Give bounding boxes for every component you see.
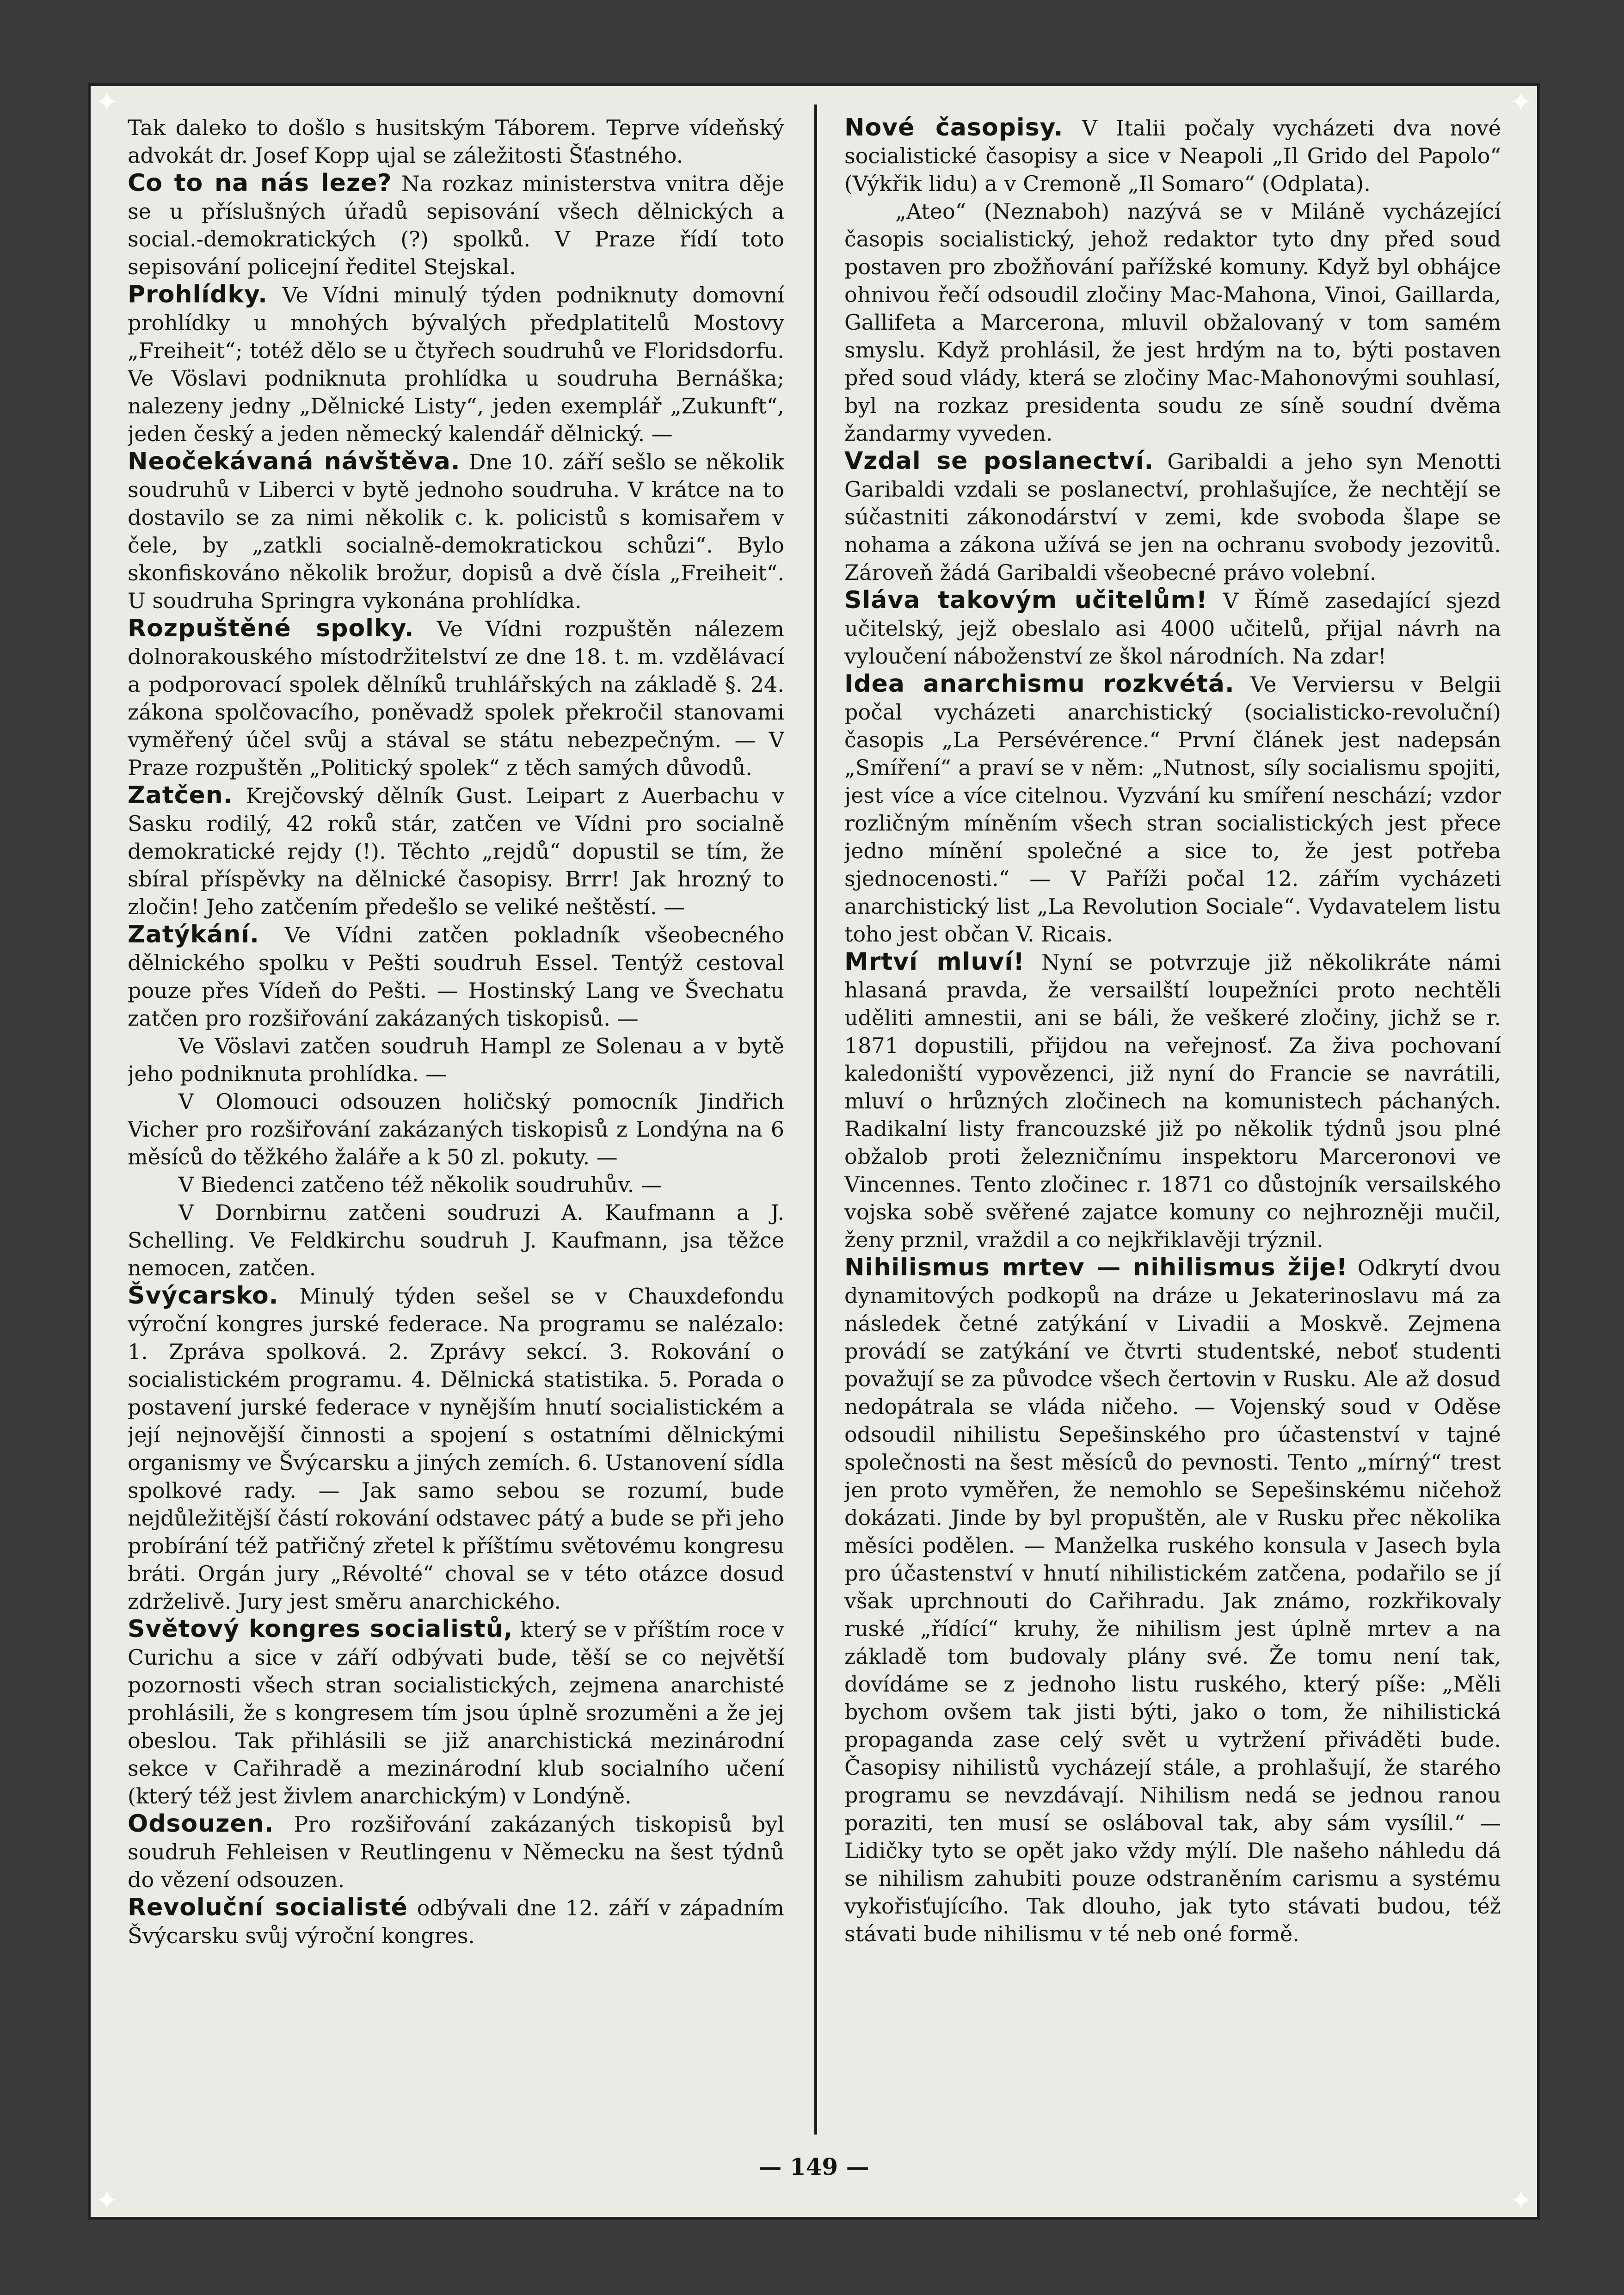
- corner-ornament-icon: ✦: [1509, 2184, 1533, 2217]
- article-paragraph: [128, 281, 784, 448]
- article-text: Ve Vídni rozpuštěn nálezem dolnorakouského místodržitelství ze dne 18. t. m. vzdělávací a podporovací spolek dělníků truhlářských na základě §. 24. zákona spolčovacího, poněvadž spolek překročil stanovami vyměřený účel svůj a stával se státu nebezpečným. — V Praze rozpuštěn „Politický spolek“ z těch samých důvodů.: [128, 616, 784, 780]
- article-paragraph: [128, 114, 784, 169]
- article-paragraph: [128, 1894, 784, 1950]
- right-column: [844, 114, 1501, 2148]
- article-heading: Mrtví mluví!: [844, 948, 1025, 976]
- article-paragraph: [128, 1032, 784, 1088]
- article-text: Ve Verviersu v Belgii počal vycházeti anarchistický (socialisticko-revoluční) časopis „La Persévérence.“ První článek jest nadepsán „Smíření“ a praví se v něm: „Nutnost, síly socialismu spojiti, jest více a více citelnou. Vyzvání ku smíření neschází; vzdor rozličným míněním všech stran socialistických jest přece jedno mínění společné a sice to, že jest potřeba sjednocenosti.“ — V Paříži počal 12. zářím vycházeti anarchistický list „La Revolution Sociale“. Vydavatelem listu toho jest občan V. Ricais.: [844, 672, 1501, 947]
- article-heading: Zatýkání.: [128, 921, 259, 948]
- article-heading: Rozpuštěné spolky.: [128, 615, 414, 642]
- corner-ornament-icon: ✦: [1509, 86, 1533, 118]
- article-paragraph: [128, 921, 784, 1032]
- article-paragraph: [128, 169, 784, 281]
- article-paragraph: [128, 1810, 784, 1894]
- article-text: odbývali dne 12. září v západním Švýcarsku svůj výroční kongres.: [128, 1895, 784, 1948]
- article-paragraph: [844, 114, 1501, 197]
- article-paragraph: [128, 1282, 784, 1615]
- article-paragraph: [844, 447, 1501, 586]
- article-heading: Idea anarchismu rozkvétá.: [844, 670, 1235, 698]
- article-paragraph: [844, 1254, 1501, 1948]
- article-text: V Biedenci zatčeno též několik soudruhův. —: [178, 1172, 662, 1197]
- article-text: který se v příštím roce v Curichu a sice v září odbývati bude, těší se co největší pozornosti všech stran socialistických, zejmena anarchisté prohlásili, že s kongresem tím jsou úplně srozuměni a že jej obeslou. Tak přihlásili se již anarchistická mezinárodní sekce v Cařihradě a mezinárodní klub socialního učení (který též jest živlem anarchickým) v Londýně.: [128, 1617, 784, 1809]
- article-paragraph: [128, 448, 784, 615]
- article-text: Pro rozšiřování zakázaných tiskopisů byl soudruh Fehleisen v Reutlingenu v Německu na šest týdnů do vězení odsouzen.: [128, 1812, 784, 1892]
- article-heading: Nové časopisy.: [844, 114, 1064, 142]
- article-paragraph: [128, 781, 784, 921]
- article-text: Tak daleko to došlo s husitským Táborem. Teprve vídeňský advokát dr. Josef Kopp ujal se záležitosti Šťastného.: [128, 115, 784, 168]
- article-text: Minulý týden sešel se v Chauxdefondu výroční kongres jurské federace. Na programu se nalézalo: 1. Zpráva spolková. 2. Zprávy sekcí. 3. Rokování o socialistickém programu. 4. Dělnická statistika. 5. Porada o postavení jurské federace v nynějším hnutí socialistickém a její nejnovější činnosti a spojení s ostatními dělnickými organismy ve Švýcarsku a jiných zemích. 6. Ustanovení sídla spolkové rady. — Jak samo sebou se rozumí, bude nejdůležitější částí rokování odstavec pátý a bude se při jeho probírání též patřičný zřetel k příštímu světovému kongresu bráti. Orgán jury „Révolté“ choval se v této otázce dosud zdrželivě. Jury jest směru anarchického.: [128, 1284, 784, 1614]
- article-paragraph: [844, 197, 1501, 447]
- article-text: Garibaldi a jeho syn Menotti Garibaldi vzdali se poslanectví, prohlašujíce, že nechtějí se súčastniti zákonodárství v zemi, kde svoboda šlape se nohama a zákona užívá se jen na ochranu svobody jezovitů. Zároveň žádá Garibaldi všeobecné právo volební.: [844, 449, 1501, 585]
- article-text: Na rozkaz ministerstva vnitra děje se u příslušných úřadů sepisování všech dělnických a social.-demokratických (?) spolků. V Praze řídí toto sepisování policejní ředitel Stejskal.: [128, 171, 784, 279]
- newspaper-page: [88, 83, 1540, 2220]
- article-heading: Světový kongres socialistů,: [128, 1615, 513, 1643]
- article-text: Krejčovský dělník Gust. Leipart z Auerbachu v Sasku rodilý, 42 roků stár, zatčen ve Vídni pro socialně demokratické rejdy (!). Těchto „rejdů“ dopustil se tím, že sbíral příspěvky na dělnické časopisy. Brrr! Jak hrozný to zločin! Jeho zatčením předešlo se veliké neštěstí. —: [128, 783, 784, 919]
- article-text: „Ateo“ (Neznaboh) nazývá se v Miláně vycházející časopis socialistický, jehož redaktor tyto dny před soud postaven pro zbožňování pařížské komuny. Když byl obhájce ohnivou řečí odsoudil zločiny Mac-Mahona, Vinoi, Gaillarda, Gallifeta a Marcerona, mluvil obžalovaný v tom samém smyslu. Když prohlásil, že jest hrdým na to, býti postaven před soud vlády, která se zločiny Mac-Mahonovými souhlasí, byl na rozkaz presidenta soudu ze síně soudní dvěma žandarmy vyveden.: [844, 199, 1501, 446]
- article-heading: Vzdal se poslanectví.: [844, 447, 1154, 475]
- article-paragraph: [844, 670, 1501, 948]
- article-text: V Olomouci odsouzen holičský pomocník Jindřich Vicher pro rozšiřování zakázaných tiskopisů z Londýna na 6 měsíců do těžkého žaláře a k 50 zl. pokuty. —: [128, 1089, 784, 1169]
- article-heading: Co to na nás leze?: [128, 169, 392, 197]
- article-paragraph: [844, 586, 1501, 670]
- article-text: Ve Vídni zatčen pokladník všeobecného dělnického spolku v Pešti soudruh Essel. Tentýž cestoval pouze přes Vídeň do Pešti. — Hostinský Lang ve Švechatu zatčen pro rozšiřování zakázaných tiskopisů. —: [128, 923, 784, 1031]
- article-paragraph: [844, 948, 1501, 1254]
- article-heading: Prohlídky.: [128, 281, 268, 308]
- article-heading: Sláva takovým učitelům!: [844, 586, 1208, 614]
- article-text: Ve Vöslavi zatčen soudruh Hampl ze Solenau a v bytě jeho podniknuta prohlídka. —: [128, 1034, 784, 1086]
- page-number: — 149 —: [758, 2153, 869, 2180]
- article-paragraph: [128, 1199, 784, 1282]
- article-heading: Švýcarsko.: [128, 1282, 279, 1310]
- article-heading: Zatčen.: [128, 781, 233, 809]
- article-heading: Odsouzen.: [128, 1810, 274, 1838]
- article-text: Dne 10. září sešlo se několik soudruhů v Liberci v bytě jednoho soudruha. V krátce na to dostavilo se za nimi několik c. k. policistů s komisařem v čele, by „zatkli socialně-demokratickou schůzi“. Bylo skonfiskováno několik brožur, dopisů a dvě čísla „Freiheit“. U soudruha Springra vykonána prohlídka.: [128, 449, 784, 613]
- article-text: Nyní se potvrzuje již několikráte námi hlasaná pravda, že versailští loupežníci proto nechtěli uděliti amnestii, ani se báli, že veškeré zločiny, jichž se r. 1871 dopustili, přijdou na veřejnosť. Za živa pochovaní kaledoniští vypovězenci, již nyní do Francie se navrátili, mluví o hrůzných zločinech na komunistech páchaných. Radikalní listy francouzské již po několik týdnů jsou plné obžalob proti železničnímu inspektoru Marceronovi ve Vincennes. Tento zločinec r. 1871 co důstojník versailského vojska sobě svěřené zajatce komuny co nejhrozněji mučil, ženy prznil, vraždil a co nejkřiklavěji trýznil.: [844, 950, 1501, 1252]
- article-text: V Italii počaly vycházeti dva nové socialistické časopisy a sice v Neapoli „Il Grido del Papolo“ (Výkřik lidu) a v Cremoně „Il Somaro“ (Odplata).: [844, 116, 1501, 196]
- article-paragraph: [128, 1615, 784, 1810]
- article-paragraph: [128, 615, 784, 781]
- left-column: [128, 114, 784, 2148]
- article-heading: Neočekávaná návštěva.: [128, 448, 461, 475]
- article-paragraph: [128, 1171, 784, 1199]
- article-text: V Dornbirnu zatčeni soudruzi A. Kaufmann a J. Schelling. Ve Feldkirchu soudruh J. Kaufmann, jsa těžce nemocen, zatčen.: [128, 1200, 784, 1280]
- article-heading: Revoluční socialisté: [128, 1894, 408, 1921]
- article-text: V Římě zasedající sjezd učitelský, jejž obeslalo asi 4000 učitelů, přijal návrh na vyloučení náboženství ze škol národních. Na zdar!: [844, 588, 1501, 669]
- article-text: Odkrytí dvou dynamitových podkopů na dráze u Jekaterinoslavu má za následek četné zatýkání v Livadii a Moskvě. Zejmena provádí se zatýkání ve čtvrti studentské, neboť studenti považují se za původce všech čertovin v Rusku. Ale až dosud nedopátrala se vláda ničeho. — Vojenský soud v Oděse odsoudil nihilistu Sepešinského pro účastenství v tajné společnosti na šest měsíců do pevnosti. Tento „mírný“ trest jen proto vyměřen, že nemohlo se Sepešinskému ničehož dokázati. Jinde by byl propuštěn, ale v Rusku přec několika měsíci podělen. — Manželka ruského konsula v Jasech byla pro účastenství v hnutí nihilistickém zatčena, podařilo se jí však uprchnouti do Cařihradu. Jak známo, rozkřikovaly ruské „řídící“ kruhy, že nihilism jest úplně mrtev a na základě tom budovaly plány své. Že tomu není tak, dovídáme se z jednoho listu ruského, který píše: „Měli bychom ovšem tak jisti býti, jako o tom, že nihilistická propaganda zase celý svět u vytržení přiváděti bude. Časopisy nihilistů vycházejí stále, a prohlašují, že starého programu se nevzdávají. Nihilism nedá se jednou ranou poraziti, ten musí se osláboval tak, aby sám vysílil.“ — Lidičky tyto se opět jako vždy mýlí. Dle našeho náhledu dá se nihilism zahubiti pouze odstraněním carismu a systému vykořisťujícího. Tak dlouho, jak tyto stávati budou, též stávati bude nihilismu v té neb oné formě.: [844, 1255, 1501, 1946]
- article-text: Ve Vídni minulý týden podniknuty domovní prohlídky u mnohých bývalých předplatitelů Mostovy „Freiheit“; totéž dělo se u čtyřech soudruhů ve Floridsdorfu. Ve Vöslavi podniknuta prohlídka u soudruha Bernáška; nalezeny jedny „Dělnické Listy“, jeden exemplář „Zukunft“, jeden český a jeden německý kalendář dělnický. —: [128, 283, 784, 446]
- corner-ornament-icon: ✦: [95, 86, 119, 118]
- corner-ornament-icon: ✦: [95, 2184, 119, 2217]
- article-heading: Nihilismus mrtev — nihilismus žije!: [844, 1254, 1348, 1281]
- column-divider: [814, 105, 817, 2135]
- article-paragraph: [128, 1088, 784, 1171]
